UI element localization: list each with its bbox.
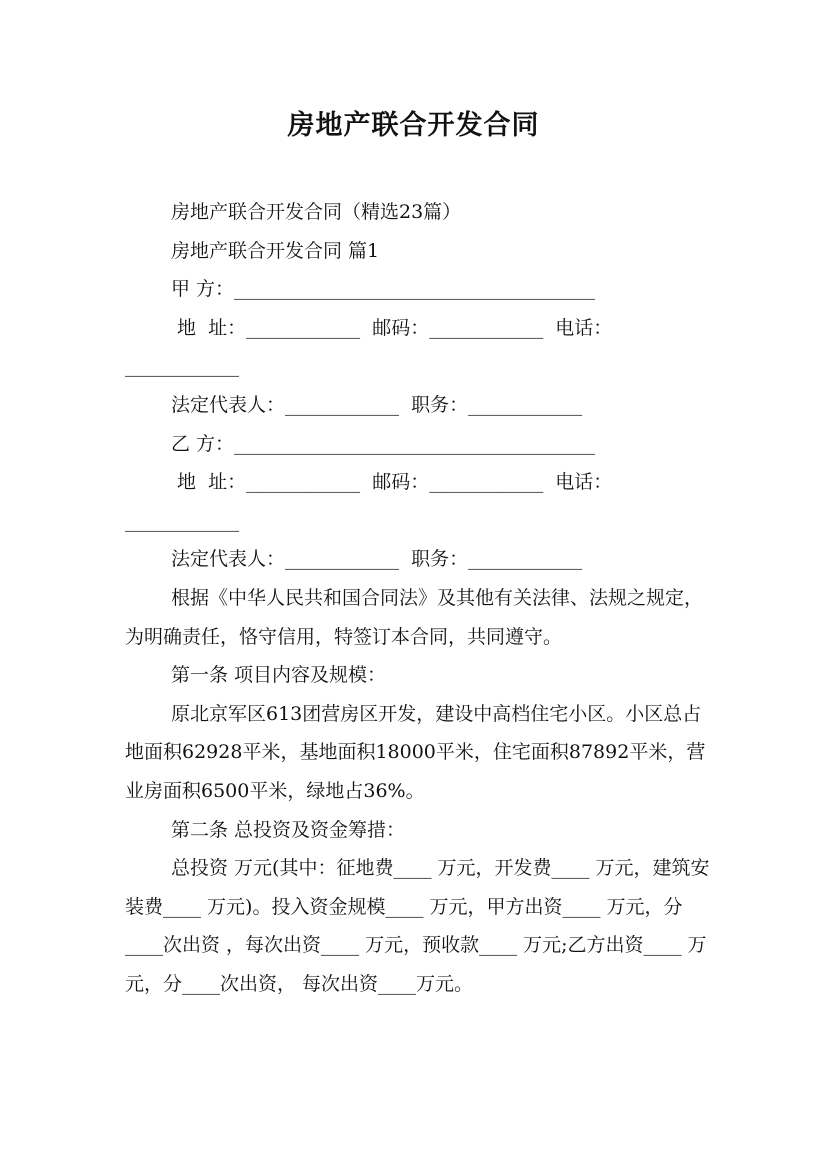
party-b-name-line: 乙 方：______________________________________ (171, 432, 596, 455)
party-a-address-line: 地 址：____________ 邮码：____________ 电话：____________ (125, 316, 613, 378)
paragraph-preamble: 根据《中华人民共和国合同法》及其他有关法律、法规之规定，为明确责任，恪守信用，特签订本合同，共同遵守。 (125, 586, 704, 648)
party-b-representative-line: 法定代表人：____________ 职务：____________ (171, 548, 583, 571)
article-2-content: 总投资 万元(其中：征地费____ 万元，开发费____ 万元，建筑安装费____ 万元)。投入资金规模____ 万元，甲方出资____ 万元，分____次出资 ，每次出资____ 万元，预收款____ 万元;乙方出资____ 万元，分____次出资， 每次出资____万元。 (125, 857, 710, 995)
article-1-content: 原北京军区613团营房区开发，建设中高档住宅小区。小区总占地面积62928平米，基地面积18000平米，住宅面积87892平米，营业房面积6500平米，绿地占36%。 (125, 702, 706, 802)
article-1-heading: 第一条 项目内容及规模： (171, 664, 387, 687)
paragraph-section-heading: 房地产联合开发合同 篇1 (171, 239, 380, 262)
document-body (125, 193, 715, 1003)
paragraph-collection-title: 房地产联合开发合同（精选23篇） (171, 201, 462, 223)
party-a-name-line: 甲 方：______________________________________ (171, 278, 596, 301)
article-2-heading: 第二条 总投资及资金筹措： (171, 818, 406, 841)
party-b-address-line: 地 址：____________ 邮码：____________ 电话：____________ (125, 471, 613, 532)
party-a-representative-line: 法定代表人：____________ 职务：____________ (171, 393, 583, 416)
document-title: 房地产联合开发合同 (287, 110, 540, 141)
